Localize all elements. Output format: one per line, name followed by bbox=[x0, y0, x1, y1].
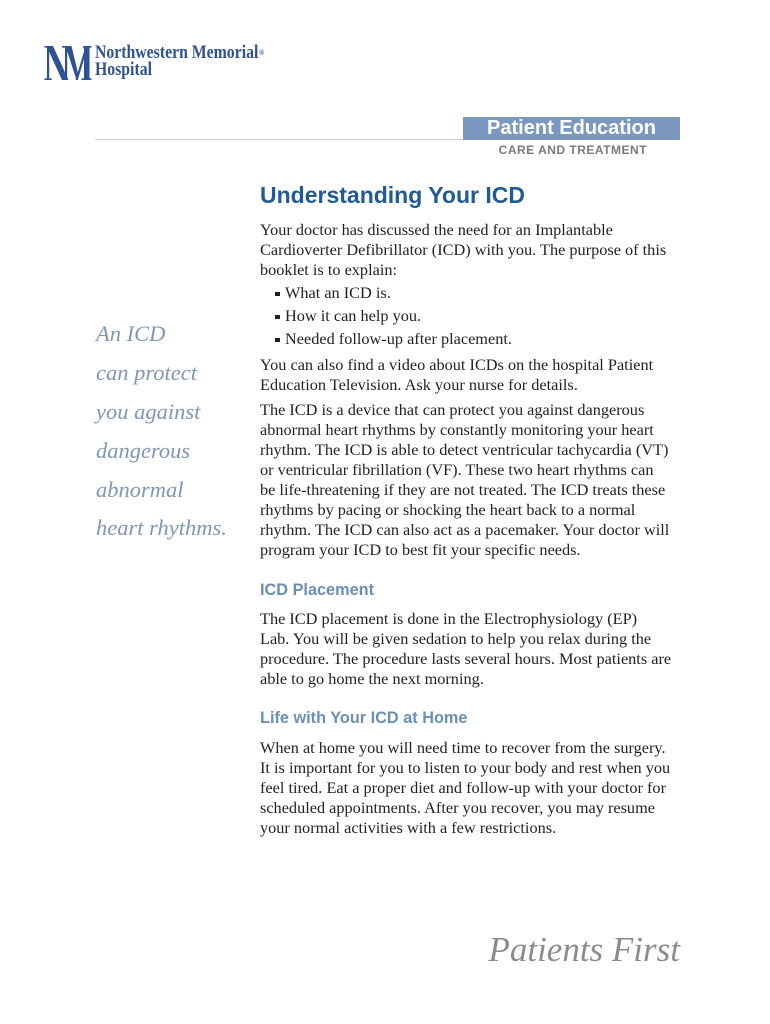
square-bullet-icon bbox=[275, 338, 280, 343]
intro-line: booklet is to explain: bbox=[260, 260, 398, 279]
about-line: or ventricular fibrillation (VF). These two heart rhythms can bbox=[260, 460, 654, 479]
about-line: abnormal heart rhythms by constantly monitoring your heart bbox=[260, 420, 654, 439]
about-icd-paragraph bbox=[260, 400, 669, 560]
org-name-text: Northwestern Memorial bbox=[95, 42, 259, 63]
square-bullet-icon bbox=[275, 315, 280, 320]
intro-line: Your doctor has discussed the need for an Implantable bbox=[260, 220, 613, 239]
about-line: rhythm. The ICD is able to detect ventricular tachycardia (VT) bbox=[260, 440, 669, 459]
hospital-logo bbox=[44, 45, 92, 81]
banner-category: CARE AND TREATMENT bbox=[498, 143, 647, 157]
bullet-item bbox=[275, 304, 512, 327]
bullet-item bbox=[275, 327, 512, 350]
placement-line: The ICD placement is done in the Electrophysiology (EP) bbox=[260, 609, 638, 628]
video-note-line: Education Television. Ask your nurse for details. bbox=[260, 375, 578, 394]
home-line: feel tired. Eat a proper diet and follow-up with your doctor for bbox=[260, 778, 666, 797]
bullet-item bbox=[275, 281, 512, 304]
pull-quote-line: dangerous bbox=[96, 437, 191, 463]
org-name-line-2: Hospital bbox=[95, 59, 152, 80]
intro-paragraph bbox=[260, 220, 666, 280]
video-note-paragraph bbox=[260, 355, 653, 395]
home-line: It is important for you to listen to your body and rest when you bbox=[260, 758, 671, 777]
pull-quote-line: abnormal bbox=[96, 476, 184, 502]
bullet-text: What an ICD is. bbox=[285, 283, 391, 302]
square-bullet-icon bbox=[275, 292, 280, 297]
about-line: program your ICD to best fit your specific needs. bbox=[260, 540, 581, 559]
intro-line: Cardioverter Defibrillator (ICD) with you. The purpose of this bbox=[260, 240, 667, 259]
placement-paragraph bbox=[260, 609, 671, 689]
purpose-bullet-list bbox=[275, 281, 512, 350]
video-note-line: You can also find a video about ICDs on the hospital Patient bbox=[260, 355, 654, 374]
pull-quote bbox=[96, 315, 227, 548]
section-heading-placement: ICD Placement bbox=[260, 581, 375, 599]
placement-line: procedure. The procedure lasts several hours. Most patients are bbox=[260, 649, 672, 668]
bullet-text: How it can help you. bbox=[285, 306, 422, 325]
nm-monogram-icon bbox=[44, 45, 92, 81]
about-line: rhythm. The ICD can also act as a pacemaker. Your doctor will bbox=[260, 520, 670, 539]
pull-quote-line: heart rhythms. bbox=[96, 515, 227, 541]
registered-mark: ® bbox=[259, 48, 265, 57]
home-paragraph bbox=[260, 738, 670, 838]
page-title: Understanding Your ICD bbox=[260, 182, 525, 208]
section-heading-home: Life with Your ICD at Home bbox=[260, 709, 468, 727]
about-line: The ICD is a device that can protect you against dangerous bbox=[260, 400, 645, 419]
home-line: When at home you will need time to recover from the surgery. bbox=[260, 738, 666, 757]
bullet-text: Needed follow-up after placement. bbox=[285, 329, 512, 348]
pull-quote-line: you against bbox=[96, 398, 201, 424]
placement-line: able to go home the next morning. bbox=[260, 669, 484, 688]
pull-quote-line: An ICD bbox=[96, 321, 166, 347]
home-line: your normal activities with a few restrictions. bbox=[260, 818, 557, 837]
about-line: be life-threatening if they are not treated. The ICD treats these bbox=[260, 480, 666, 499]
home-line: scheduled appointments. After you recover, you may resume bbox=[260, 798, 655, 817]
patient-education-banner: Patient Education bbox=[463, 117, 680, 140]
about-line: rhythms by pacing or shocking the heart back to a normal bbox=[260, 500, 636, 519]
pull-quote-line: can protect bbox=[96, 360, 198, 386]
footer-tagline: Patients First bbox=[488, 930, 680, 969]
placement-line: Lab. You will be given sedation to help you relax during the bbox=[260, 629, 652, 648]
